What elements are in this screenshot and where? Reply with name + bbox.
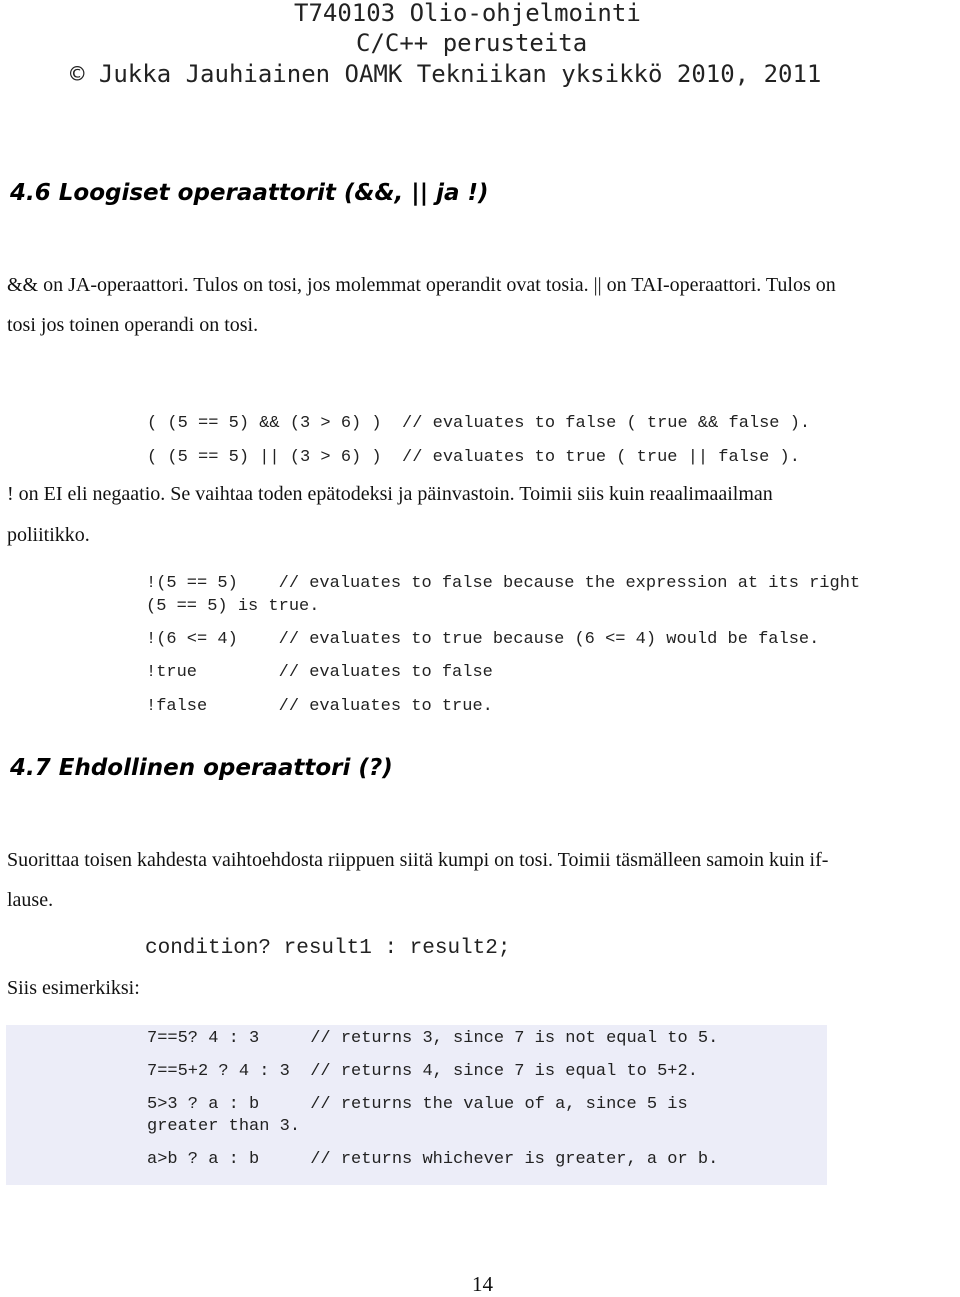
paragraph-conditional-line1: Suorittaa toisen kahdesta vaihtoehdosta riippuen siitä kumpi on tosi. Toimii täsmälleen samoin kuin if- [7,849,829,871]
example-code-line: 7==5? 4 : 3 // returns 3, since 7 is not equal to 5. [147,1029,719,1048]
paragraph-not-line1: ! on EI eli negaatio. Se vaihtaa toden epätodeksi ja päinvastoin. Toimii siis kuin reaalimaailman [7,483,773,505]
example-code-line: 7==5+2 ? 4 : 3 // returns 4, since 7 is equal to 5+2. [147,1062,698,1081]
header-course-title: T740103 Olio-ohjelmointi [294,0,641,27]
example-code-line: 5>3 ? a : b // returns the value of a, since 5 is [147,1095,688,1114]
section-heading-4-6: 4.6 Loogiset operaattorit (&&, || ja !) [10,180,489,206]
code-line: !true // evaluates to false [146,663,493,682]
section-heading-4-7: 4.7 Ehdollinen operaattori (?) [10,755,393,781]
example-code-line: greater than 3. [147,1117,301,1136]
paragraph-conditional-line2: lause. [7,889,54,911]
paragraph-and-or-line2: tosi jos toinen operandi on tosi. [7,314,259,336]
example-label: Siis esimerkiksi: [7,977,140,999]
header-copyright: © Jukka Jauhiainen OAMK Tekniikan yksikkö 2010, 2011 [70,60,822,88]
page-number: 14 [472,1272,493,1296]
code-line: !false // evaluates to true. [146,697,493,716]
example-code-line: a>b ? a : b // returns whichever is greater, a or b. [147,1150,719,1169]
paragraph-and-or-line1: && on JA-operaattori. Tulos on tosi, jos molemmat operandit ovat tosia. || on TAI-operaattori. Tulos on [7,274,836,296]
code-line: (5 == 5) is true. [146,597,320,616]
code-line: ( (5 == 5) && (3 > 6) ) // evaluates to false ( true && false ). [147,414,811,433]
header-subtitle: C/C++ perusteita [356,29,588,57]
code-line: !(6 <= 4) // evaluates to true because (6 <= 4) would be false. [146,630,820,649]
paragraph-not-line2: poliitikko. [7,524,90,546]
code-line: ( (5 == 5) || (3 > 6) ) // evaluates to true ( true || false ). [147,448,800,467]
conditional-syntax: condition? result1 : result2; [145,937,511,960]
code-line: !(5 == 5) // evaluates to false because the expression at its right [146,574,861,593]
